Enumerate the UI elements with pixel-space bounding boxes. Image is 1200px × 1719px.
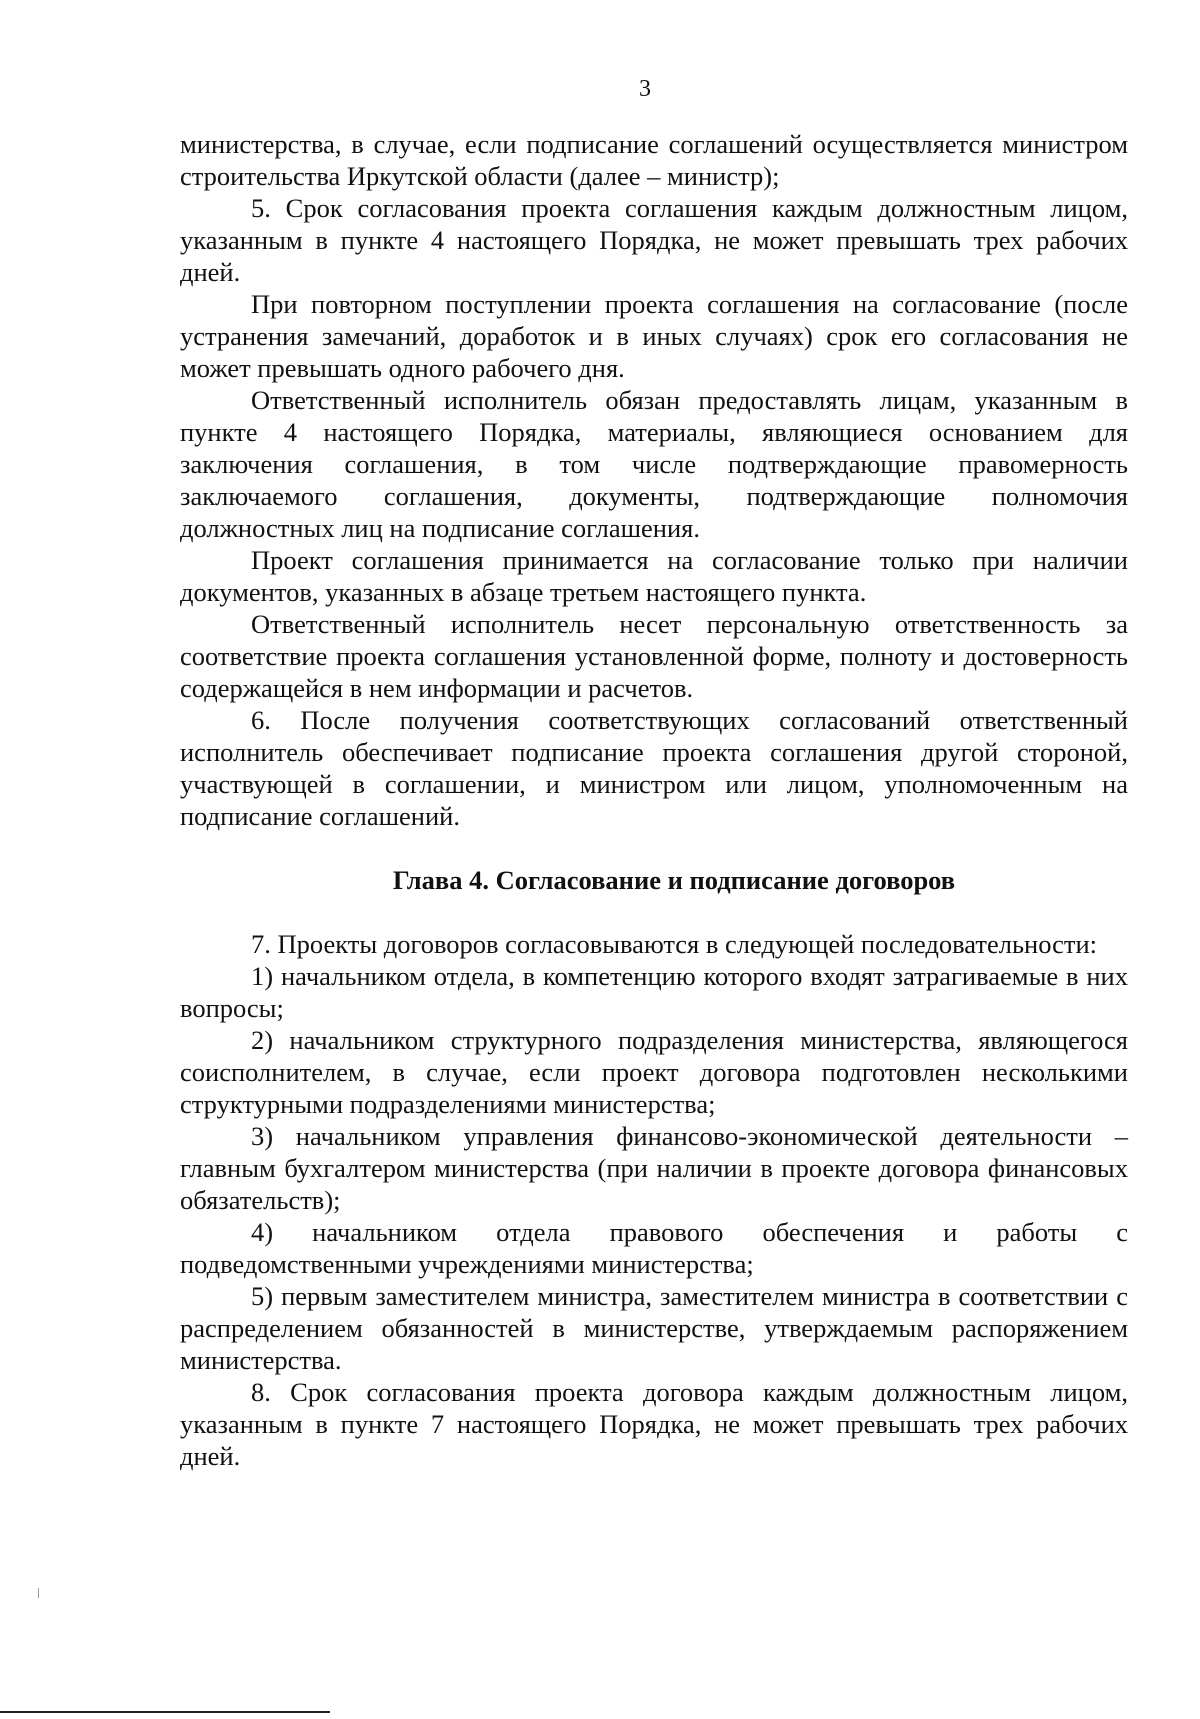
list-item-5: 5) первым заместителем министра, заместителем министра в соответствии с распределением обязанностей в министерстве, утверждаемым распоряжением министерства. xyxy=(180,1281,1128,1375)
paragraph-5: Проект соглашения принимается на согласование только при наличии документов, указанных в абзаце третьем настоящего пункта. xyxy=(180,545,1128,607)
list-item-3: 3) начальником управления финансово-экономической деятельности – главным бухгалтером министерства (при наличии в проекте договора финансовых обязательств); xyxy=(180,1121,1128,1215)
paragraph-1: министерства, в случае, если подписание соглашений осуществляется министром строительства Иркутской области (далее – министр); xyxy=(180,129,1128,191)
paragraph-9: 8. Срок согласования проекта договора каждым должностным лицом, указанным в пункте 7 настоящего Порядка, не может превышать трех рабочих дней. xyxy=(180,1377,1128,1471)
chapter-heading: Глава 4. Согласование и подписание договоров xyxy=(392,865,956,895)
scan-artifact-line xyxy=(0,1711,330,1713)
paragraph-3: При повторном поступлении проекта соглашения на согласование (после устранения замечаний, доработок и в иных случаях) срок его согласования не может превышать одного рабочего дня. xyxy=(180,289,1128,383)
paragraph-7: 6. После получения соответствующих согласований ответственный исполнитель обеспечивает подписание проекта соглашения другой стороной, участвующей в соглашении, и министром или лицом, уполномоченным на подписание соглашений. xyxy=(180,705,1128,831)
list-item-1: 1) начальником отдела, в компетенцию которого входят затрагиваемые в них вопросы; xyxy=(180,961,1128,1023)
document-body xyxy=(180,128,1128,1472)
list-item-4: 4) начальником отдела правового обеспечения и работы с подведомственными учреждениями министерства; xyxy=(180,1217,1128,1279)
page-number: 3 xyxy=(639,76,651,102)
scan-artifact-mark xyxy=(38,1588,39,1598)
paragraph-2: 5. Срок согласования проекта соглашения каждым должностным лицом, указанным в пункте 4 настоящего Порядка, не может превышать трех рабочих дней. xyxy=(180,193,1128,287)
paragraph-8: 7. Проекты договоров согласовываются в следующей последовательности: xyxy=(251,929,1098,959)
paragraph-6: Ответственный исполнитель несет персональную ответственность за соответствие проекта соглашения установленной форме, полноту и достоверность содержащейся в нем информации и расчетов. xyxy=(180,609,1128,703)
list-item-2: 2) начальником структурного подразделения министерства, являющегося соисполнителем, в случае, если проект договора подготовлен несколькими структурными подразделениями министерства; xyxy=(180,1025,1128,1119)
paragraph-4: Ответственный исполнитель обязан предоставлять лицам, указанным в пункте 4 настоящего Порядка, материалы, являющиеся основанием для заключения соглашения, в том числе подтверждающие правомерность заключаемого соглашения, документы, подтверждающие полномочия должностных лиц на подписание соглашения. xyxy=(180,385,1128,543)
